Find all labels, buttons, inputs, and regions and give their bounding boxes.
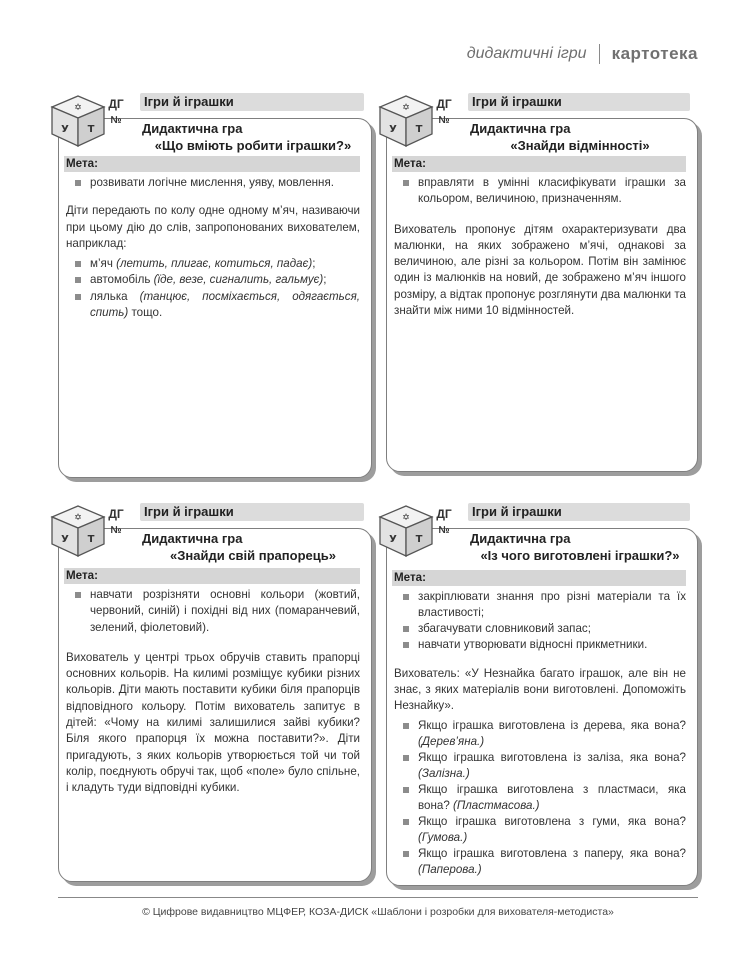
svg-text:Т: Т	[87, 534, 95, 545]
list-item: лялька (танцює, посміхається, одягається, спить) тощо.	[66, 289, 360, 322]
card-category: Ігри й іграшки	[140, 503, 364, 521]
card-paragraph: Вихователь пропонує дітям охарактеризувати два малюнки, на яких зображено м’ячі, однакові за величиною, але різні за кольором. Потім він замінює один із малюнків на новий, де зображено м’яч іншого розміру, а відтак пропонує розглянути два малюнки та знайти між ними 10 відмінностей.	[394, 222, 686, 318]
goal-item: навчати розрізняти основні кольори (жовтий, червоний, синій) і похідні від них (помаранчевий, зелений, фіолетовий).	[66, 587, 360, 636]
svg-text:✡: ✡	[74, 103, 82, 113]
list-item: Якщо іграшка виготовлена з гуми, яка вона? (Гумова.)	[394, 814, 686, 846]
dice-icon	[48, 92, 108, 150]
list-item: Якщо іграшка виготовлена із дерева, яка вона? (Дерев’яна.)	[394, 718, 686, 750]
card-tag: ДГ №	[436, 97, 452, 126]
svg-text:✡: ✡	[402, 513, 410, 523]
card-body	[66, 568, 360, 801]
card-tag: ДГ №	[436, 507, 452, 536]
svg-text:У: У	[389, 124, 397, 135]
dice-icon	[48, 502, 108, 560]
card-title: Дидактична гра «Знайди відмінності»	[470, 121, 650, 153]
goal-item: розвивати логічне мислення, уяву, мовлення.	[66, 175, 360, 191]
page-header	[467, 42, 698, 66]
svg-text:✡: ✡	[402, 103, 410, 113]
svg-text:У: У	[61, 534, 69, 545]
list-item: Якщо іграшка виготовлена з пластмаси, яка вона? (Пластмасова.)	[394, 782, 686, 814]
svg-text:У: У	[61, 124, 69, 135]
svg-text:У: У	[389, 534, 397, 545]
svg-text:Т: Т	[415, 534, 423, 545]
card-tag: ДГ №	[108, 507, 124, 536]
footer-divider	[58, 897, 698, 898]
svg-text:Т: Т	[415, 124, 423, 135]
goal-label: Мета:	[392, 570, 686, 586]
goal-label: Мета:	[64, 568, 360, 584]
card-body	[66, 156, 360, 333]
goal-item: закріплювати знання про різні матеріали та їх властивості;	[394, 589, 686, 621]
goal-item: навчати утворювати відносні прикметники.	[394, 637, 686, 653]
goal-item: збагачувати словниковий запас;	[394, 621, 686, 637]
card-paragraph: Вихователь у центрі трьох обручів ставить прапорці основних кольорів. На килимі розміщує кубики різних кольорів. Діти мають поставити кубики біля прапорців відповідного кольору. Потім вихователь запитує в дітей: «Чому на килимі залишилися зайві кубики? Біля якого прапорця їх можна поставити?». Діти пригадують, з яких кольорів утворюється той чи той колір, поєднують обручі так, щоб «поле» було спільне, і кладуть туди відповідні кубики.	[66, 650, 360, 795]
card-tag: ДГ №	[108, 97, 124, 126]
list-item: м’яч (летить, плигає, котиться, падає);	[66, 256, 360, 272]
dice-icon	[376, 502, 436, 560]
footer-copyright: © Цифрове видавництво МЦФЕР, КОЗА-ДИСК «Шаблони і розробки для вихователя-методиста»	[142, 906, 614, 918]
goal-label: Мета:	[392, 156, 686, 172]
card-category: Ігри й іграшки	[468, 503, 690, 521]
svg-text:✡: ✡	[74, 513, 82, 523]
card-category: Ігри й іграшки	[468, 93, 690, 111]
card-title: Дидактична гра «Що вміють робити іграшки?»	[142, 121, 352, 153]
svg-text:Т: Т	[87, 124, 95, 135]
card-body	[394, 156, 686, 323]
dice-icon	[376, 92, 436, 150]
header-divider	[599, 44, 600, 64]
card-title: Дидактична гра «Із чого виготовлені іграшки?»	[470, 531, 680, 563]
card-category: Ігри й іграшки	[140, 93, 364, 111]
card-paragraph: Вихователь: «У Незнайка багато іграшок, але він не знає, з яких матеріалів вони виготовлені. Допоможіть Незнайку».	[394, 667, 686, 712]
category-label: картотека	[611, 44, 698, 63]
card-title: Дидактична гра «Знайди свій прапорець»	[142, 531, 336, 563]
section-label: дидактичні ігри	[466, 45, 587, 62]
goal-label: Мета:	[64, 156, 360, 172]
card-body	[394, 570, 686, 890]
list-item: автомобіль (їде, везе, сигналить, гальмує);	[66, 272, 360, 288]
goal-item: вправляти в умінні класифікувати іграшки за кольором, величиною, призначенням.	[394, 175, 686, 208]
list-item: Якщо іграшка виготовлена з паперу, яка вона? (Паперова.)	[394, 846, 686, 878]
list-item: Якщо іграшка виготовлена із заліза, яка вона? (Залізна.)	[394, 750, 686, 782]
card-paragraph: Діти передають по колу одне одному м’яч, називаючи при цьому дію до слів, запропонованих вихователем, наприклад:	[66, 204, 360, 250]
